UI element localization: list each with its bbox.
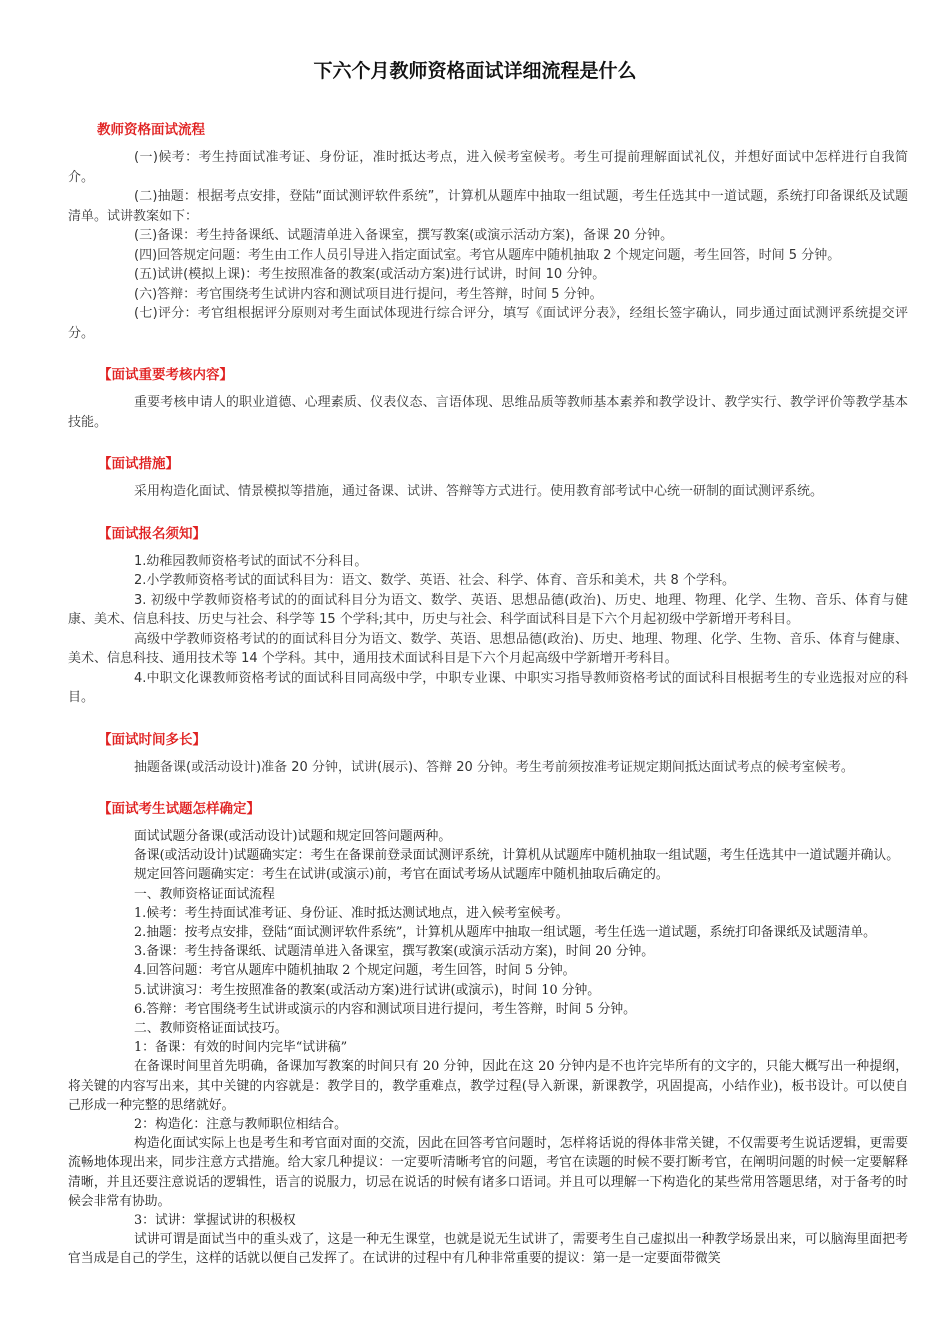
section-registration [68,524,908,708]
section-duration [68,730,908,778]
step-item: 6.答辩：考官围绕考生试讲或演示的内容和测试项目进行提问，考生答辩，时间 5 分钟。 [134,1001,636,1017]
registration-item: 4.中职文化课教师资格考试的面试科目同高级中学，中职专业课、中职实习指导教师资格考试的面试科目根据考生的专业选报对应的科目。 [68,670,908,705]
step-item: 2.抽题：按考点安排，登陆“面试测评软件系统”，计算机从题库中抽取一组试题，考生任选一道试题，系统打印备课纸及试题清单。 [134,925,876,941]
process-item: (七)评分：考官组根据评分原则对考生面试体现进行综合评分，填写《面试评分表》，经组长签字确认，同步通过面试测评系统提交评分。 [68,306,908,341]
section-heading: 【面试报名须知】 [98,525,206,542]
step-item: 1.候考：考生持面试准考证、身份证、准时抵达测试地点，进入候考室候考。 [134,905,569,921]
process-item: (六)答辩：考官围绕考生试讲内容和测试项目进行提问，考生答辩，时间 5 分钟。 [134,286,603,302]
section-heading: 【面试措施】 [98,456,179,472]
step-item: 3.备课：考生持备课纸、试题清单进入备课室，撰写教案(或演示活动方案)，时间 20 分钟。 [134,944,655,960]
process-item: (五)试讲(模拟上课)：考生按照准备的教案(或活动方案)进行试讲，时间 10 分钟。 [134,267,606,282]
subheading: 二、教师资格证面试技巧。 [134,1021,288,1037]
section-heading: 教师资格面试流程 [97,122,205,138]
process-item: (二)抽题：根据考点安排，登陆“面试测评软件系统”，计算机从题库中抽取一组试题，考生任选其中一道试题，系统打印备课纸及试题清单。试讲教案如下： [68,189,908,224]
section-heading: 【面试重要考核内容】 [98,367,233,383]
step-item: 4.回答问题：考官从题库中随机抽取 2 个规定问题，考生回答，时间 5 分钟。 [134,963,576,979]
paragraph: 备课(或活动设计)试题确实定：考生在备课前登录面试测评系统，计算机从试题库中随机抽取一组试题，考生任选其中一道试题并确认。 [134,848,900,864]
paragraph: 抽题备课(或活动设计)准备 20 分钟，试讲(展示)、答辩 20 分钟。考生考前须按准考证规定期间抵达面试考点的候考室候考。 [134,759,854,775]
tip-heading: 3：试讲：掌握试讲的积极权 [134,1213,296,1229]
document-title: 下六个月教师资格面试详细流程是什么 [313,60,637,82]
tip-heading: 2：构造化：注意与教师职位相结合。 [134,1117,347,1133]
registration-item: 高级中学教师资格考试的的面试科目分为语文、数学、英语、思想品德(政治)、历史、地理、物理、化学、生物、音乐、体育与健康、美术、信息科技、通用技术等 14 个学科。其中，通用技术面试科目是下六个月起高级中学新增开考科目。 [68,631,908,666]
document-body [68,120,908,1269]
process-item: (四)回答规定问题：考生由工作人员引导进入指定面试室。考官从题库中随机抽取 2 个规定问题，考生回答，时间 5 分钟。 [134,247,841,263]
process-item: (三)备课：考生持备课纸、试题清单进入备课室，撰写教案(或演示活动方案)，备课 20 分钟。 [134,228,674,243]
section-questions [68,799,908,1269]
section-measures [68,454,908,502]
section-heading: 【面试考生试题怎样确定】 [98,801,260,817]
paragraph: 面试试题分备课(或活动设计)试题和规定回答问题两种。 [134,829,452,844]
tip-heading: 1：备课：有效的时间内完毕“试讲稿” [134,1040,348,1056]
paragraph: 构造化面试实际上也是考生和考官面对面的交流，因此在回答考官问题时，怎样将话说的得体非常关键，不仅需要考生说话逻辑，更需要流畅地体现出来，同步注意方式措施。给大家几种提议：一定要听清晰考官的问题，考官在读题的时候不要打断考官，在阐明问题的时候一定要解释清晰，并且还要注意说话的逻辑性，语言的说服力，切忌在说话的时候有诸多口语词。并且可以理解一下构造化的某些常用答题思绪，对于备考的时候会非常有协助。 [68,1136,908,1209]
subheading: 一、教师资格证面试流程 [134,886,275,902]
section-key-content [68,365,908,432]
section-process [68,120,908,343]
registration-item: 1.幼稚园教师资格考试的面试不分科目。 [134,553,368,569]
paragraph: 采用构造化面试、情景模拟等措施，通过备课、试讲、答辩等方式进行。使用教育部考试中心统一研制的面试测评系统。 [134,484,824,499]
paragraph: 重要考核申请人的职业道德、心理素质、仪表仪态、言语体现、思维品质等教师基本素养和教学设计、教学实行、教学评价等教学基本技能。 [68,395,908,430]
registration-item: 2.小学教师资格考试的面试科目为：语文、数学、英语、社会、科学、体育、音乐和美术，共 8 个学科。 [134,573,735,588]
paragraph: 规定回答问题确实定：考生在试讲(或演示)前，考官在面试考场从试题库中随机抽取后确定的。 [134,867,669,883]
registration-item: 3. 初级中学教师资格考试的的面试科目分为语文、数学、英语、思想品德(政治)、历史、地理、物理、化学、生物、音乐、体育与健康、美术、信息科技、历史与社会、科学等 15 个学科;其中，历史与社会、科学面试科目是下六个月起初级中学新增开考科目。 [68,592,908,627]
section-heading: 【面试时间多长】 [98,731,206,748]
paragraph: 试讲可谓是面试当中的重头戏了，这是一种无生课堂，也就是说无生试讲了，需要考生自己虚拟出一种教学场景出来，可以脑海里面把考官当成是自己的学生，这样的话就以便自己发挥了。在试讲的过程中有几种非常重要的提议：第一是一定要面带微笑 [68,1232,908,1267]
process-item: (一)候考：考生持面试准考证、身份证，准时抵达考点，进入候考室候考。考生可提前理解面试礼仪，并想好面试中怎样进行自我简介。 [68,150,908,185]
paragraph: 在备课时间里首先明确，备课加写教案的时间只有 20 分钟，因此在这 20 分钟内是不也许完毕所有的文字的，只能大概写出一种提纲，将关键的内容写出来，其中关键的内容就是：教学目的，教学重难点，教学过程(导入新课，新课教学，巩固提高，小结作业)，板书设计。可以使自己形成一种完整的思绪就好。 [68,1059,908,1113]
step-item: 5.试讲演习：考生按照准备的教案(或活动方案)进行试讲(或演示)，时间 10 分钟。 [134,982,601,998]
